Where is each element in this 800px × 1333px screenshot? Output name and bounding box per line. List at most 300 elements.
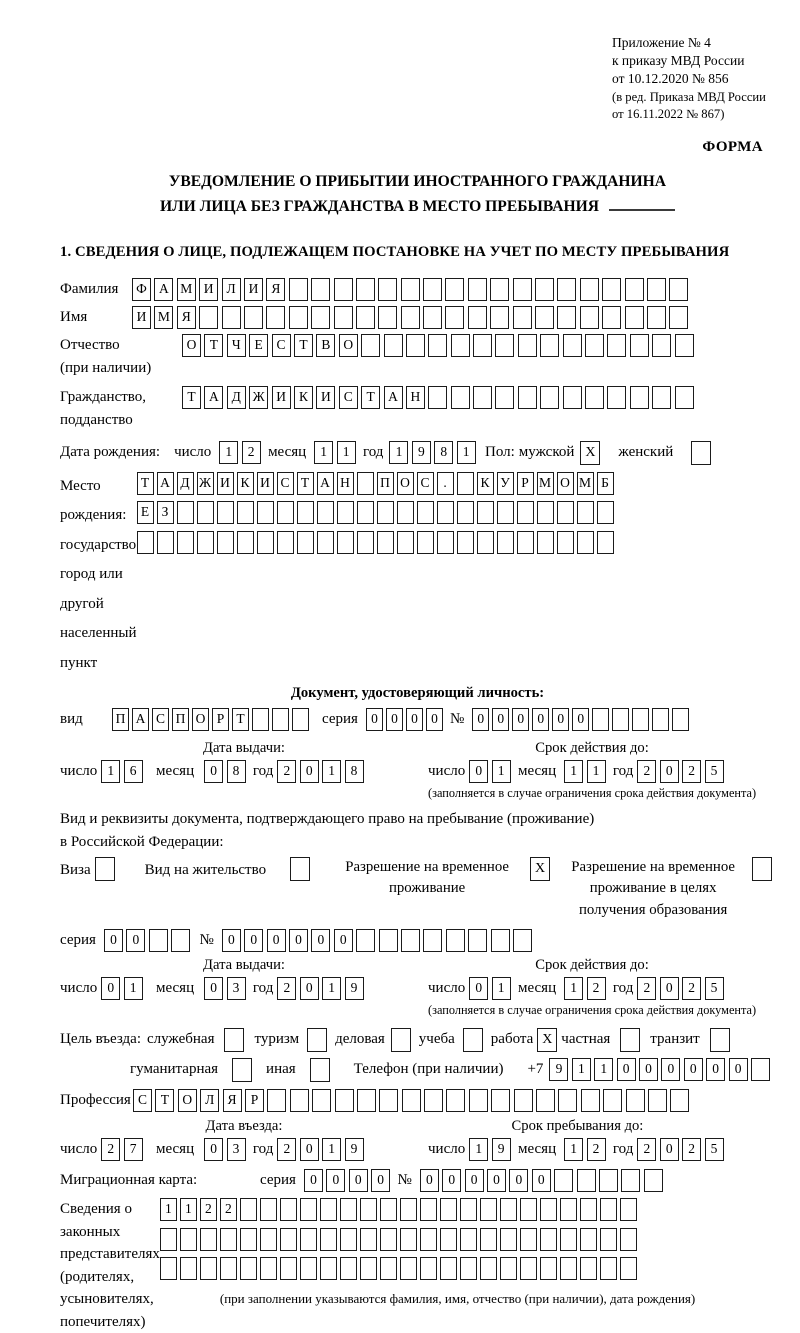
char-cell[interactable]: 8 xyxy=(227,760,246,783)
char-cell[interactable] xyxy=(400,1228,417,1251)
char-cell[interactable]: 0 xyxy=(289,929,308,952)
char-cell[interactable]: О xyxy=(397,472,414,495)
char-cell[interactable]: 0 xyxy=(706,1058,725,1081)
char-cell[interactable] xyxy=(612,708,629,731)
char-cell[interactable]: 0 xyxy=(104,929,123,952)
char-cell[interactable] xyxy=(477,531,494,554)
char-cell[interactable] xyxy=(468,278,487,301)
work-checkbox[interactable]: X xyxy=(537,1028,557,1052)
char-cell[interactable] xyxy=(630,334,649,357)
char-cell[interactable] xyxy=(607,334,626,357)
char-cell[interactable]: И xyxy=(257,472,274,495)
visa-checkbox[interactable] xyxy=(95,857,115,881)
char-cell[interactable]: 0 xyxy=(204,760,223,783)
char-cell[interactable] xyxy=(440,1198,457,1221)
char-cell[interactable] xyxy=(361,334,380,357)
char-cell[interactable]: 1 xyxy=(160,1198,177,1221)
char-cell[interactable] xyxy=(451,334,470,357)
char-cell[interactable]: А xyxy=(384,386,403,409)
char-cell[interactable] xyxy=(557,306,576,329)
char-cell[interactable] xyxy=(423,929,442,952)
char-cell[interactable] xyxy=(380,1228,397,1251)
char-cell[interactable] xyxy=(560,1228,577,1251)
char-cell[interactable]: Я xyxy=(266,278,285,301)
char-cell[interactable] xyxy=(260,1257,277,1280)
char-cell[interactable]: 2 xyxy=(242,441,261,464)
char-cell[interactable] xyxy=(267,1089,286,1112)
char-cell[interactable]: 1 xyxy=(564,977,583,1000)
char-cell[interactable] xyxy=(540,1257,557,1280)
char-cell[interactable] xyxy=(357,1089,376,1112)
char-cell[interactable]: . xyxy=(437,472,454,495)
char-cell[interactable]: 0 xyxy=(660,760,679,783)
char-cell[interactable]: 3 xyxy=(227,1138,246,1161)
char-cell[interactable] xyxy=(197,501,214,524)
char-cell[interactable]: Б xyxy=(597,472,614,495)
char-cell[interactable]: Л xyxy=(222,278,241,301)
char-cell[interactable] xyxy=(520,1257,537,1280)
char-cell[interactable] xyxy=(424,1089,443,1112)
char-cell[interactable]: 0 xyxy=(442,1169,461,1192)
char-cell[interactable] xyxy=(311,278,330,301)
char-cell[interactable]: С xyxy=(417,472,434,495)
char-cell[interactable] xyxy=(417,531,434,554)
char-cell[interactable]: 0 xyxy=(334,929,353,952)
char-cell[interactable] xyxy=(334,278,353,301)
char-cell[interactable] xyxy=(297,501,314,524)
char-cell[interactable] xyxy=(240,1228,257,1251)
char-cell[interactable] xyxy=(240,1198,257,1221)
char-cell[interactable]: 3 xyxy=(227,977,246,1000)
char-cell[interactable] xyxy=(406,334,425,357)
char-cell[interactable] xyxy=(137,531,154,554)
char-cell[interactable] xyxy=(669,278,688,301)
char-cell[interactable]: 0 xyxy=(487,1169,506,1192)
char-cell[interactable]: 1 xyxy=(564,1138,583,1161)
char-cell[interactable] xyxy=(260,1228,277,1251)
char-cell[interactable]: 5 xyxy=(705,760,724,783)
char-cell[interactable] xyxy=(600,1257,617,1280)
char-cell[interactable] xyxy=(585,386,604,409)
char-cell[interactable]: Р xyxy=(212,708,229,731)
char-cell[interactable]: 0 xyxy=(532,1169,551,1192)
char-cell[interactable]: 1 xyxy=(492,760,511,783)
char-cell[interactable] xyxy=(300,1257,317,1280)
char-cell[interactable] xyxy=(357,501,374,524)
char-cell[interactable] xyxy=(620,1228,637,1251)
residence-permit-checkbox[interactable] xyxy=(290,857,310,881)
char-cell[interactable] xyxy=(337,531,354,554)
char-cell[interactable]: 0 xyxy=(326,1169,345,1192)
char-cell[interactable]: 1 xyxy=(594,1058,613,1081)
char-cell[interactable] xyxy=(513,929,532,952)
char-cell[interactable] xyxy=(554,1169,573,1192)
char-cell[interactable] xyxy=(581,1089,600,1112)
char-cell[interactable] xyxy=(517,501,534,524)
char-cell[interactable] xyxy=(560,1257,577,1280)
char-cell[interactable]: Т xyxy=(361,386,380,409)
char-cell[interactable] xyxy=(217,501,234,524)
char-cell[interactable] xyxy=(580,1198,597,1221)
char-cell[interactable] xyxy=(451,386,470,409)
char-cell[interactable]: 0 xyxy=(684,1058,703,1081)
transit-checkbox[interactable] xyxy=(710,1028,730,1052)
char-cell[interactable]: 0 xyxy=(267,929,286,952)
char-cell[interactable]: И xyxy=(132,306,151,329)
char-cell[interactable]: С xyxy=(339,386,358,409)
char-cell[interactable] xyxy=(445,278,464,301)
char-cell[interactable] xyxy=(272,708,289,731)
char-cell[interactable] xyxy=(490,306,509,329)
char-cell[interactable] xyxy=(626,1089,645,1112)
char-cell[interactable] xyxy=(602,306,621,329)
char-cell[interactable] xyxy=(320,1228,337,1251)
char-cell[interactable]: 1 xyxy=(572,1058,591,1081)
char-cell[interactable]: 9 xyxy=(412,441,431,464)
char-cell[interactable] xyxy=(317,501,334,524)
char-cell[interactable]: 0 xyxy=(465,1169,484,1192)
char-cell[interactable]: С xyxy=(152,708,169,731)
char-cell[interactable]: Р xyxy=(245,1089,264,1112)
char-cell[interactable] xyxy=(289,306,308,329)
char-cell[interactable] xyxy=(620,1198,637,1221)
char-cell[interactable] xyxy=(540,1228,557,1251)
other-checkbox[interactable] xyxy=(310,1058,330,1082)
char-cell[interactable]: 2 xyxy=(682,760,701,783)
official-checkbox[interactable] xyxy=(224,1028,244,1052)
char-cell[interactable] xyxy=(335,1089,354,1112)
char-cell[interactable]: Л xyxy=(200,1089,219,1112)
char-cell[interactable] xyxy=(252,708,269,731)
char-cell[interactable]: 0 xyxy=(660,1138,679,1161)
char-cell[interactable] xyxy=(495,386,514,409)
char-cell[interactable] xyxy=(171,929,190,952)
char-cell[interactable]: С xyxy=(272,334,291,357)
char-cell[interactable] xyxy=(402,1089,421,1112)
char-cell[interactable] xyxy=(379,1089,398,1112)
char-cell[interactable] xyxy=(197,531,214,554)
char-cell[interactable] xyxy=(280,1257,297,1280)
char-cell[interactable]: 0 xyxy=(661,1058,680,1081)
char-cell[interactable] xyxy=(244,306,263,329)
char-cell[interactable]: Е xyxy=(249,334,268,357)
char-cell[interactable] xyxy=(592,708,609,731)
char-cell[interactable] xyxy=(423,278,442,301)
char-cell[interactable] xyxy=(540,334,559,357)
char-cell[interactable] xyxy=(585,334,604,357)
char-cell[interactable] xyxy=(340,1257,357,1280)
char-cell[interactable] xyxy=(675,386,694,409)
char-cell[interactable]: 0 xyxy=(420,1169,439,1192)
char-cell[interactable]: И xyxy=(272,386,291,409)
char-cell[interactable]: Т xyxy=(232,708,249,731)
char-cell[interactable] xyxy=(380,1198,397,1221)
char-cell[interactable] xyxy=(600,1198,617,1221)
char-cell[interactable]: 2 xyxy=(637,760,656,783)
char-cell[interactable] xyxy=(417,501,434,524)
char-cell[interactable] xyxy=(384,334,403,357)
char-cell[interactable] xyxy=(446,929,465,952)
char-cell[interactable]: 0 xyxy=(244,929,263,952)
char-cell[interactable] xyxy=(149,929,168,952)
char-cell[interactable] xyxy=(320,1257,337,1280)
char-cell[interactable]: 1 xyxy=(492,977,511,1000)
char-cell[interactable]: 2 xyxy=(101,1138,120,1161)
char-cell[interactable] xyxy=(491,929,510,952)
char-cell[interactable] xyxy=(625,306,644,329)
char-cell[interactable]: Р xyxy=(517,472,534,495)
char-cell[interactable] xyxy=(460,1198,477,1221)
char-cell[interactable] xyxy=(520,1198,537,1221)
char-cell[interactable]: О xyxy=(339,334,358,357)
char-cell[interactable]: П xyxy=(377,472,394,495)
char-cell[interactable]: Т xyxy=(155,1089,174,1112)
char-cell[interactable] xyxy=(180,1257,197,1280)
char-cell[interactable] xyxy=(378,306,397,329)
char-cell[interactable]: А xyxy=(154,278,173,301)
char-cell[interactable]: Д xyxy=(227,386,246,409)
char-cell[interactable] xyxy=(577,531,594,554)
char-cell[interactable] xyxy=(536,1089,555,1112)
char-cell[interactable]: О xyxy=(182,334,201,357)
char-cell[interactable] xyxy=(157,531,174,554)
temp-residence-checkbox[interactable]: X xyxy=(530,857,550,881)
char-cell[interactable]: 2 xyxy=(637,977,656,1000)
humanitarian-checkbox[interactable] xyxy=(232,1058,252,1082)
char-cell[interactable]: 0 xyxy=(660,977,679,1000)
char-cell[interactable]: И xyxy=(244,278,263,301)
char-cell[interactable]: 0 xyxy=(552,708,569,731)
char-cell[interactable]: 9 xyxy=(492,1138,511,1161)
char-cell[interactable]: Т xyxy=(297,472,314,495)
char-cell[interactable]: 0 xyxy=(386,708,403,731)
char-cell[interactable] xyxy=(480,1228,497,1251)
char-cell[interactable]: О xyxy=(557,472,574,495)
char-cell[interactable] xyxy=(600,1228,617,1251)
temp-residence-edu-checkbox[interactable] xyxy=(752,857,772,881)
char-cell[interactable] xyxy=(257,501,274,524)
char-cell[interactable]: 1 xyxy=(322,1138,341,1161)
char-cell[interactable]: 1 xyxy=(587,760,606,783)
char-cell[interactable]: С xyxy=(277,472,294,495)
char-cell[interactable]: 0 xyxy=(366,708,383,731)
char-cell[interactable] xyxy=(621,1169,640,1192)
char-cell[interactable]: Т xyxy=(182,386,201,409)
char-cell[interactable]: 2 xyxy=(637,1138,656,1161)
char-cell[interactable] xyxy=(334,306,353,329)
char-cell[interactable] xyxy=(644,1169,663,1192)
char-cell[interactable] xyxy=(356,929,375,952)
char-cell[interactable] xyxy=(420,1198,437,1221)
char-cell[interactable] xyxy=(607,386,626,409)
char-cell[interactable]: 0 xyxy=(300,1138,319,1161)
char-cell[interactable] xyxy=(625,278,644,301)
char-cell[interactable] xyxy=(423,306,442,329)
char-cell[interactable]: 2 xyxy=(682,977,701,1000)
char-cell[interactable] xyxy=(580,306,599,329)
char-cell[interactable]: У xyxy=(497,472,514,495)
char-cell[interactable]: 0 xyxy=(512,708,529,731)
char-cell[interactable]: Н xyxy=(406,386,425,409)
char-cell[interactable] xyxy=(337,501,354,524)
char-cell[interactable] xyxy=(517,531,534,554)
char-cell[interactable]: А xyxy=(204,386,223,409)
char-cell[interactable]: 1 xyxy=(314,441,333,464)
char-cell[interactable] xyxy=(340,1228,357,1251)
char-cell[interactable] xyxy=(400,1198,417,1221)
char-cell[interactable] xyxy=(540,386,559,409)
char-cell[interactable] xyxy=(557,278,576,301)
char-cell[interactable] xyxy=(217,531,234,554)
char-cell[interactable] xyxy=(513,278,532,301)
char-cell[interactable] xyxy=(360,1198,377,1221)
char-cell[interactable] xyxy=(420,1257,437,1280)
char-cell[interactable]: Н xyxy=(337,472,354,495)
char-cell[interactable]: 1 xyxy=(469,1138,488,1161)
char-cell[interactable] xyxy=(514,1089,533,1112)
char-cell[interactable] xyxy=(599,1169,618,1192)
char-cell[interactable]: 0 xyxy=(204,977,223,1000)
char-cell[interactable]: 1 xyxy=(322,760,341,783)
char-cell[interactable]: 0 xyxy=(300,977,319,1000)
char-cell[interactable] xyxy=(597,531,614,554)
char-cell[interactable]: И xyxy=(217,472,234,495)
char-cell[interactable] xyxy=(563,386,582,409)
char-cell[interactable]: 2 xyxy=(277,1138,296,1161)
char-cell[interactable]: А xyxy=(157,472,174,495)
char-cell[interactable]: Е xyxy=(137,501,154,524)
char-cell[interactable]: 1 xyxy=(564,760,583,783)
char-cell[interactable] xyxy=(580,1257,597,1280)
char-cell[interactable]: 1 xyxy=(322,977,341,1000)
char-cell[interactable]: С xyxy=(133,1089,152,1112)
char-cell[interactable] xyxy=(480,1198,497,1221)
char-cell[interactable] xyxy=(563,334,582,357)
char-cell[interactable] xyxy=(177,531,194,554)
female-checkbox[interactable] xyxy=(691,441,711,465)
char-cell[interactable]: Ж xyxy=(249,386,268,409)
char-cell[interactable] xyxy=(312,1089,331,1112)
char-cell[interactable]: 0 xyxy=(639,1058,658,1081)
char-cell[interactable] xyxy=(290,1089,309,1112)
char-cell[interactable]: М xyxy=(154,306,173,329)
char-cell[interactable] xyxy=(357,472,374,495)
char-cell[interactable]: 0 xyxy=(311,929,330,952)
char-cell[interactable] xyxy=(397,501,414,524)
char-cell[interactable]: 0 xyxy=(617,1058,636,1081)
char-cell[interactable]: 2 xyxy=(682,1138,701,1161)
char-cell[interactable]: М xyxy=(577,472,594,495)
char-cell[interactable] xyxy=(360,1257,377,1280)
char-cell[interactable] xyxy=(652,708,669,731)
char-cell[interactable] xyxy=(360,1228,377,1251)
char-cell[interactable] xyxy=(670,1089,689,1112)
char-cell[interactable] xyxy=(428,334,447,357)
char-cell[interactable]: 8 xyxy=(345,760,364,783)
char-cell[interactable]: Ф xyxy=(132,278,151,301)
char-cell[interactable] xyxy=(289,278,308,301)
char-cell[interactable]: 7 xyxy=(124,1138,143,1161)
char-cell[interactable] xyxy=(557,501,574,524)
char-cell[interactable] xyxy=(240,1257,257,1280)
char-cell[interactable]: 0 xyxy=(469,977,488,1000)
char-cell[interactable] xyxy=(468,306,487,329)
char-cell[interactable]: Ч xyxy=(227,334,246,357)
char-cell[interactable] xyxy=(620,1257,637,1280)
char-cell[interactable]: З xyxy=(157,501,174,524)
char-cell[interactable] xyxy=(445,306,464,329)
char-cell[interactable]: А xyxy=(317,472,334,495)
char-cell[interactable]: К xyxy=(294,386,313,409)
char-cell[interactable] xyxy=(356,306,375,329)
char-cell[interactable]: 2 xyxy=(200,1198,217,1221)
char-cell[interactable] xyxy=(237,531,254,554)
char-cell[interactable] xyxy=(437,531,454,554)
char-cell[interactable]: 5 xyxy=(705,1138,724,1161)
char-cell[interactable]: 0 xyxy=(492,708,509,731)
char-cell[interactable] xyxy=(320,1198,337,1221)
char-cell[interactable] xyxy=(311,306,330,329)
char-cell[interactable]: 0 xyxy=(349,1169,368,1192)
char-cell[interactable] xyxy=(177,501,194,524)
char-cell[interactable] xyxy=(580,278,599,301)
char-cell[interactable] xyxy=(469,1089,488,1112)
char-cell[interactable] xyxy=(380,1257,397,1280)
char-cell[interactable]: 6 xyxy=(124,760,143,783)
char-cell[interactable]: 0 xyxy=(204,1138,223,1161)
char-cell[interactable] xyxy=(280,1228,297,1251)
char-cell[interactable]: О xyxy=(178,1089,197,1112)
business-checkbox[interactable] xyxy=(391,1028,411,1052)
char-cell[interactable] xyxy=(751,1058,770,1081)
char-cell[interactable] xyxy=(160,1228,177,1251)
char-cell[interactable] xyxy=(440,1228,457,1251)
char-cell[interactable]: 9 xyxy=(345,977,364,1000)
char-cell[interactable] xyxy=(535,306,554,329)
char-cell[interactable]: 2 xyxy=(587,1138,606,1161)
char-cell[interactable] xyxy=(647,306,666,329)
char-cell[interactable] xyxy=(377,531,394,554)
char-cell[interactable] xyxy=(437,501,454,524)
char-cell[interactable]: П xyxy=(112,708,129,731)
char-cell[interactable] xyxy=(597,501,614,524)
char-cell[interactable] xyxy=(557,531,574,554)
char-cell[interactable]: И xyxy=(199,278,218,301)
char-cell[interactable] xyxy=(518,386,537,409)
char-cell[interactable]: 1 xyxy=(180,1198,197,1221)
char-cell[interactable]: 1 xyxy=(337,441,356,464)
char-cell[interactable]: 5 xyxy=(705,977,724,1000)
char-cell[interactable] xyxy=(535,278,554,301)
char-cell[interactable] xyxy=(457,501,474,524)
char-cell[interactable] xyxy=(440,1257,457,1280)
char-cell[interactable] xyxy=(520,1228,537,1251)
char-cell[interactable] xyxy=(160,1257,177,1280)
char-cell[interactable] xyxy=(220,1257,237,1280)
char-cell[interactable] xyxy=(457,472,474,495)
char-cell[interactable]: П xyxy=(172,708,189,731)
char-cell[interactable] xyxy=(473,386,492,409)
char-cell[interactable]: 0 xyxy=(532,708,549,731)
char-cell[interactable]: А xyxy=(132,708,149,731)
char-cell[interactable]: Ж xyxy=(197,472,214,495)
char-cell[interactable] xyxy=(428,386,447,409)
char-cell[interactable] xyxy=(277,531,294,554)
char-cell[interactable] xyxy=(652,386,671,409)
char-cell[interactable] xyxy=(477,501,494,524)
char-cell[interactable] xyxy=(537,501,554,524)
char-cell[interactable]: К xyxy=(477,472,494,495)
